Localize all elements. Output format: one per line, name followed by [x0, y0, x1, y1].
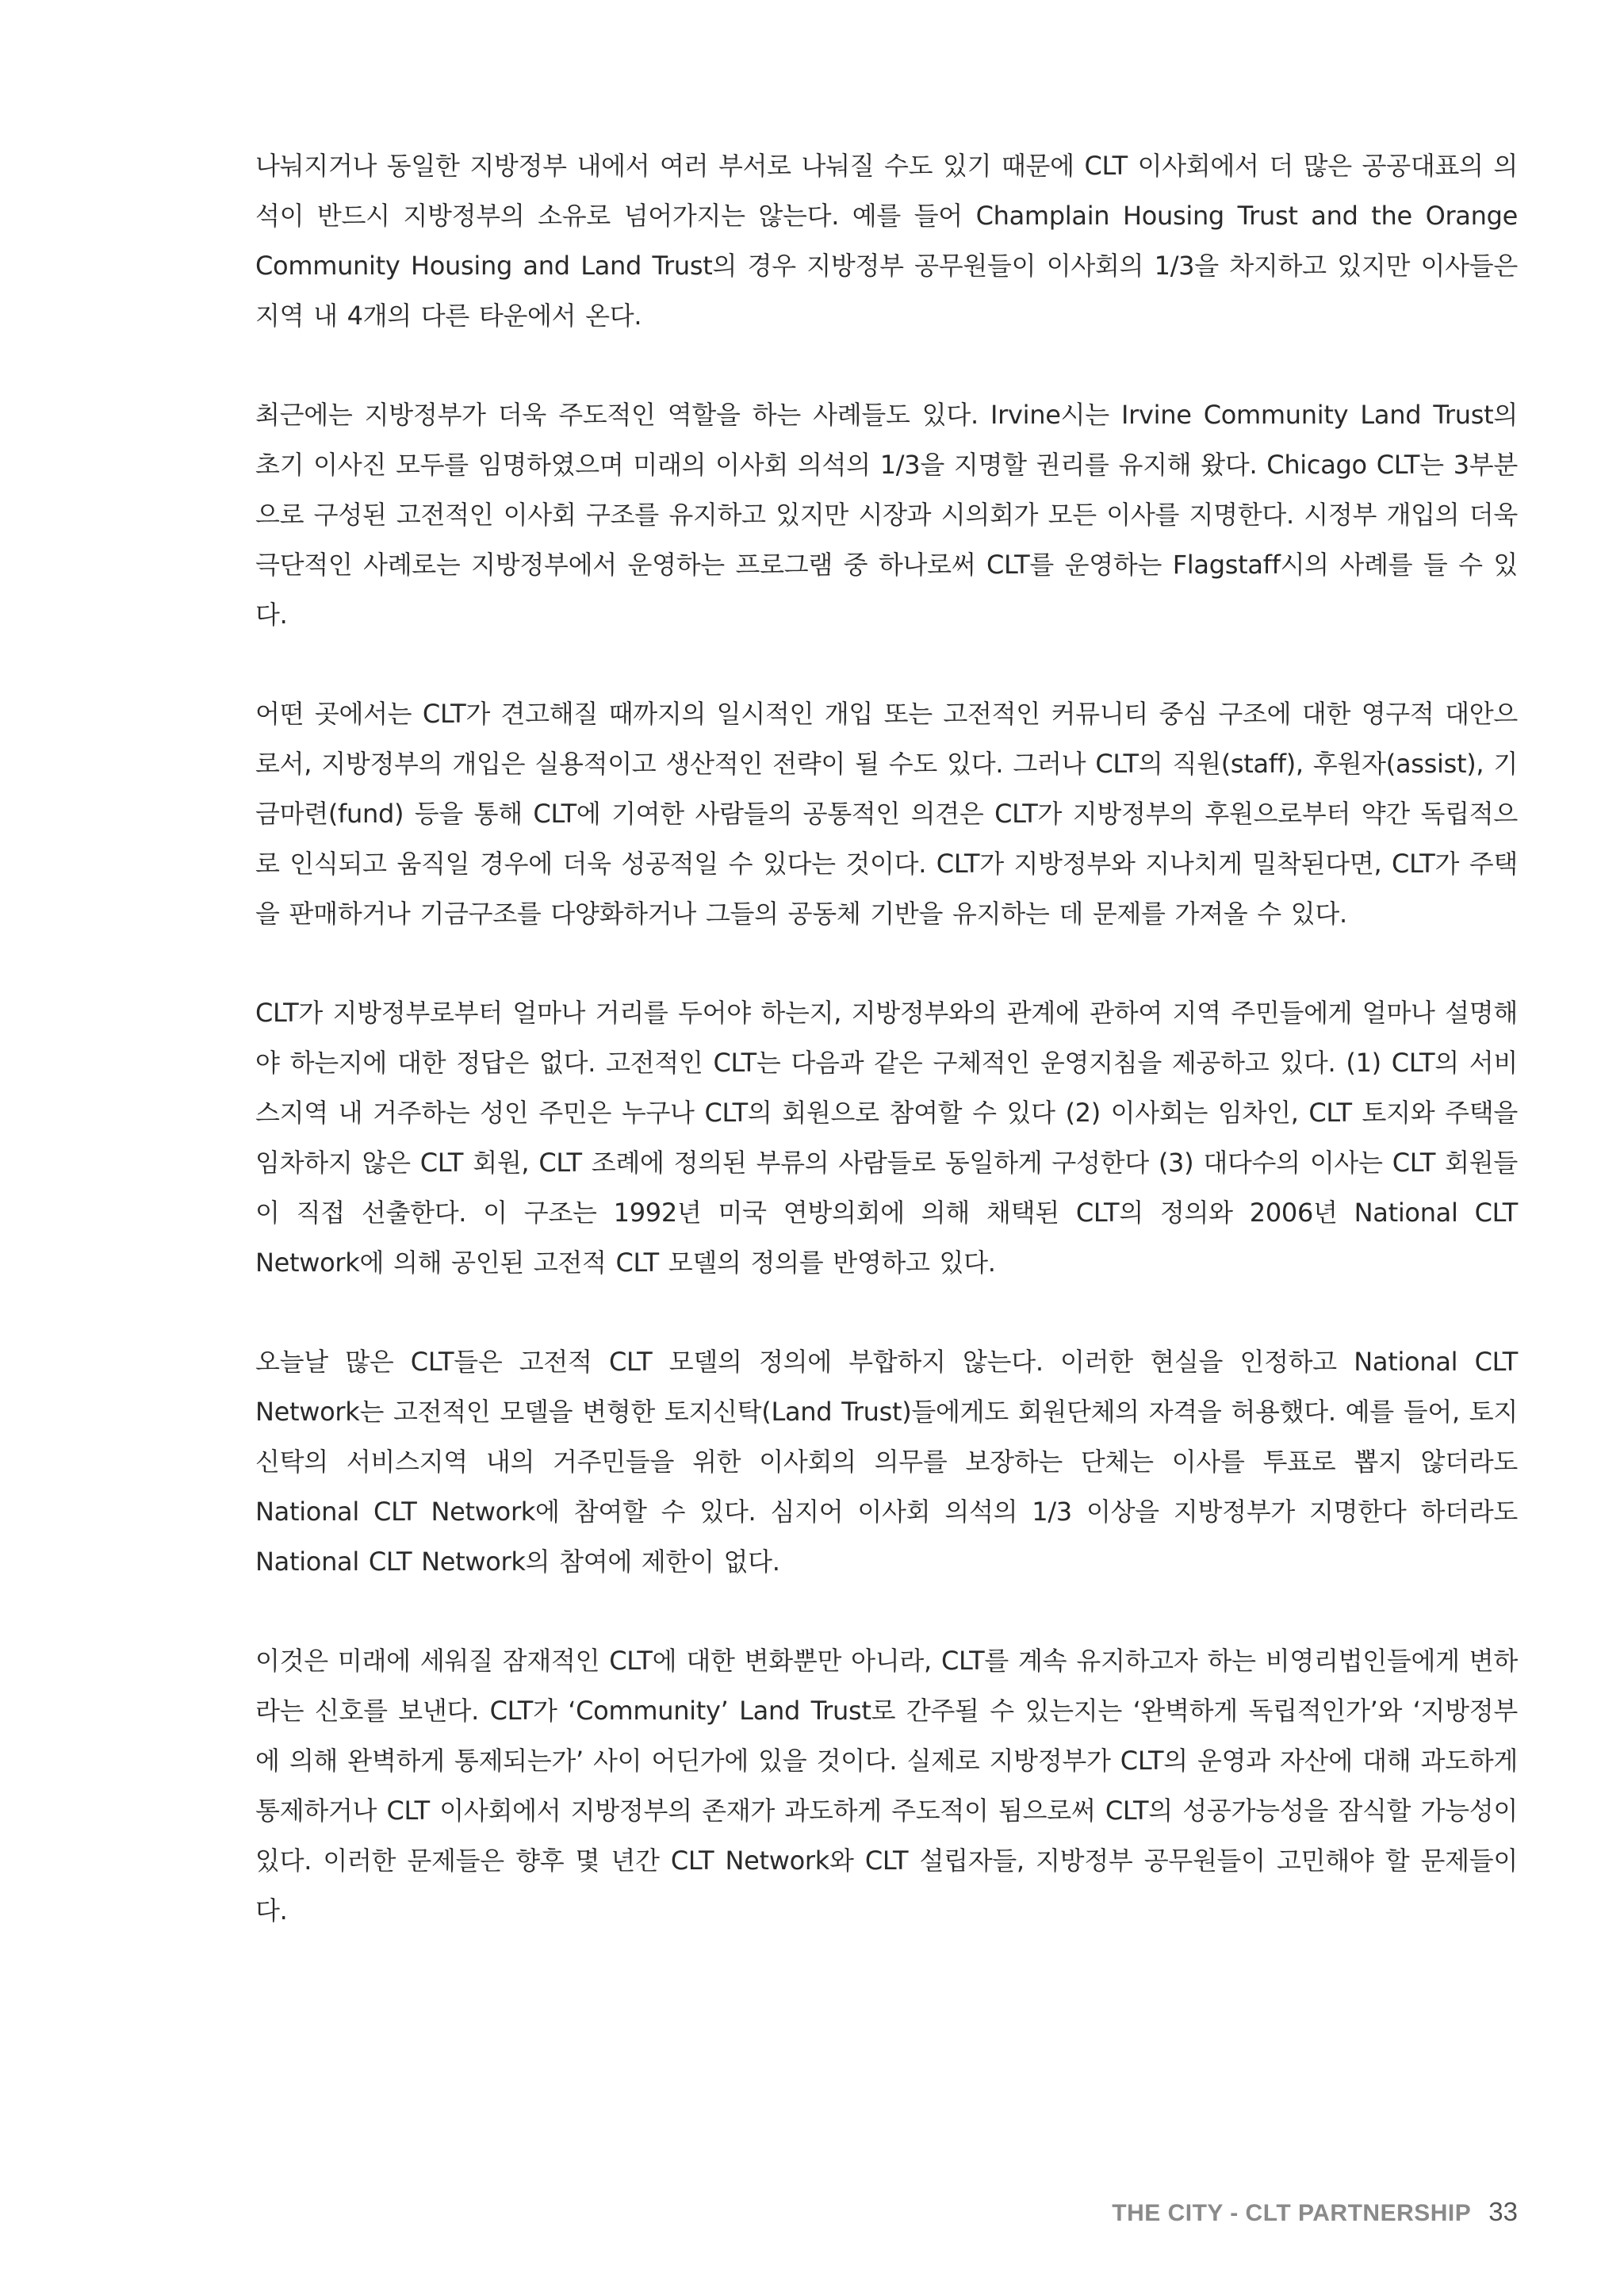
- page-number: 33: [1488, 2197, 1518, 2226]
- page-footer: [1112, 2197, 1518, 2227]
- paragraph-2: 최근에는 지방정부가 더욱 주도적인 역할을 하는 사례들도 있다. Irvine시는 Irvine Community Land Trust의 초기 이사진 모두를 임명하였으며 미래의 이사회 의석의 1/3을 지명할 권리를 유지해 왔다. Chicago CLT는 3부분으로 구성된 고전적인 이사회 구조를 유지하고 있지만 시장과 시의회가 모든 이사를 지명한다. 시정부 개입의 더욱 극단적인 사례로는 지방정부에서 운영하는 프로그램 중 하나로써 CLT를 운영하는 Flagstaff시의 사례를 들 수 있다.: [255, 400, 1518, 630]
- running-title: THE CITY - CLT PARTNERSHIP: [1112, 2200, 1472, 2226]
- paragraph-1: 나눠지거나 동일한 지방정부 내에서 여러 부서로 나눠질 수도 있기 때문에 CLT 이사회에서 더 많은 공공대표의 의석이 반드시 지방정부의 소유로 넘어가지는 않는다. 예를 들어 Champlain Housing Trust and the Orange Community Housing and Land Trust의 경우 지방정부 공무원들이 이사회의 1/3을 차지하고 있지만 이사들은 지역 내 4개의 다른 타운에서 온다.: [255, 151, 1518, 331]
- paragraph-3: 어떤 곳에서는 CLT가 견고해질 때까지의 일시적인 개입 또는 고전적인 커뮤니티 중심 구조에 대한 영구적 대안으로서, 지방정부의 개입은 실용적이고 생산적인 전략이 될 수도 있다. 그러나 CLT의 직원(staff), 후원자(assist), 기금마련(fund) 등을 통해 CLT에 기여한 사람들의 공통적인 의견은 CLT가 지방정부의 후원으로부터 약간 독립적으로 인식되고 움직일 경우에 더욱 성공적일 수 있다는 것이다. CLT가 지방정부와 지나치게 밀착된다면, CLT가 주택을 판매하거나 기금구조를 다양화하거나 그들의 공동체 기반을 유지하는 데 문제를 가져올 수 있다.: [255, 699, 1518, 929]
- paragraph-4: CLT가 지방정부로부터 얼마나 거리를 두어야 하는지, 지방정부와의 관계에 관하여 지역 주민들에게 얼마나 설명해야 하는지에 대한 정답은 없다. 고전적인 CLT는 다음과 같은 구체적인 운영지침을 제공하고 있다. (1) CLT의 서비스지역 내 거주하는 성인 주민은 누구나 CLT의 회원으로 참여할 수 있다 (2) 이사회는 임차인, CLT 토지와 주택을 임차하지 않은 CLT 회원, CLT 조례에 정의된 부류의 사람들로 동일하게 구성한다 (3) 대다수의 이사는 CLT 회원들이 직접 선출한다. 이 구조는 1992년 미국 연방의회에 의해 채택된 CLT의 정의와 2006년 National CLT Network에 의해 공인된 고전적 CLT 모델의 정의를 반영하고 있다.: [255, 998, 1518, 1278]
- paragraph-5: 오늘날 많은 CLT들은 고전적 CLT 모델의 정의에 부합하지 않는다. 이러한 현실을 인정하고 National CLT Network는 고전적인 모델을 변형한 토지신탁(Land Trust)들에게도 회원단체의 자격을 허용했다. 예를 들어, 토지신탁의 서비스지역 내의 거주민들을 위한 이사회의 의무를 보장하는 단체는 이사를 투표로 뽑지 않더라도 National CLT Network에 참여할 수 있다. 심지어 이사회 의석의 1/3 이상을 지방정부가 지명한다 하더라도 National CLT Network의 참여에 제한이 없다.: [255, 1347, 1518, 1577]
- paragraph-6: 이것은 미래에 세워질 잠재적인 CLT에 대한 변화뿐만 아니라, CLT를 계속 유지하고자 하는 비영리법인들에게 변하라는 신호를 보낸다. CLT가 ‘Community’ Land Trust로 간주될 수 있는지는 ‘완벽하게 독립적인가’와 ‘지방정부에 의해 완벽하게 통제되는가’ 사이 어딘가에 있을 것이다. 실제로 지방정부가 CLT의 운영과 자산에 대해 과도하게 통제하거나 CLT 이사회에서 지방정부의 존재가 과도하게 주도적이 됨으로써 CLT의 성공가능성을 잠식할 가능성이 있다. 이러한 문제들은 향후 몇 년간 CLT Network와 CLT 설립자들, 지방정부 공무원들이 고민해야 할 문제들이다.: [255, 1646, 1518, 1926]
- body-text: [255, 141, 1518, 1985]
